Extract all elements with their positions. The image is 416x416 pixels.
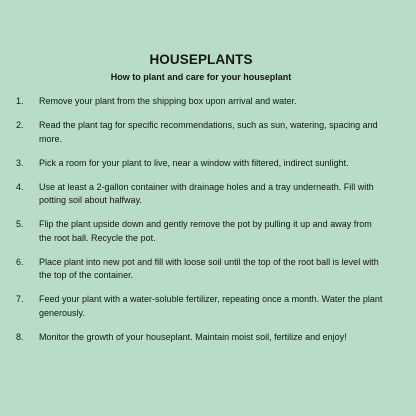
list-item	[16, 119, 386, 146]
list-item	[16, 181, 386, 208]
step-number: 1.	[16, 96, 24, 106]
step-text: Place plant into new pot and fill with loose soil until the top of the root ball is level with the top of the container.	[39, 256, 379, 280]
step-number: 8.	[16, 331, 24, 342]
step-text: Flip the plant upside down and gently remove the pot by pulling it up and away from the root ball. Recycle the pot.	[39, 219, 372, 243]
list-item	[16, 218, 386, 245]
step-number: 4.	[16, 181, 24, 192]
instruction-list	[16, 95, 386, 344]
document-subtitle: How to plant and care for your houseplant	[110, 72, 292, 82]
step-number: 7.	[16, 294, 24, 304]
step-text: Pick a room for your plant to live, near a window with filtered, indirect sunlight.	[39, 157, 349, 168]
step-text: Feed your plant with a water-soluble fertilizer, repeating once a month. Water the plant generously.	[39, 294, 383, 318]
step-number: 2.	[16, 120, 24, 130]
list-item	[16, 95, 386, 109]
list-item	[16, 256, 386, 283]
list-item	[16, 331, 386, 345]
list-item	[16, 157, 386, 171]
document-title: HOUSEPLANTS	[149, 52, 253, 67]
list-item	[16, 293, 386, 320]
step-number: 5.	[16, 219, 24, 229]
step-text: Read the plant tag for specific recommendations, such as sun, watering, spacing and more.	[39, 120, 378, 144]
step-number: 3.	[16, 157, 24, 168]
step-number: 6.	[16, 256, 24, 267]
step-text: Monitor the growth of your houseplant. Maintain moist soil, fertilize and enjoy!	[39, 331, 347, 342]
step-text: Remove your plant from the shipping box upon arrival and water.	[39, 96, 297, 106]
step-text: Use at least a 2-gallon container with drainage holes and a tray underneath. Fill with potting soil about halfway.	[39, 181, 374, 205]
